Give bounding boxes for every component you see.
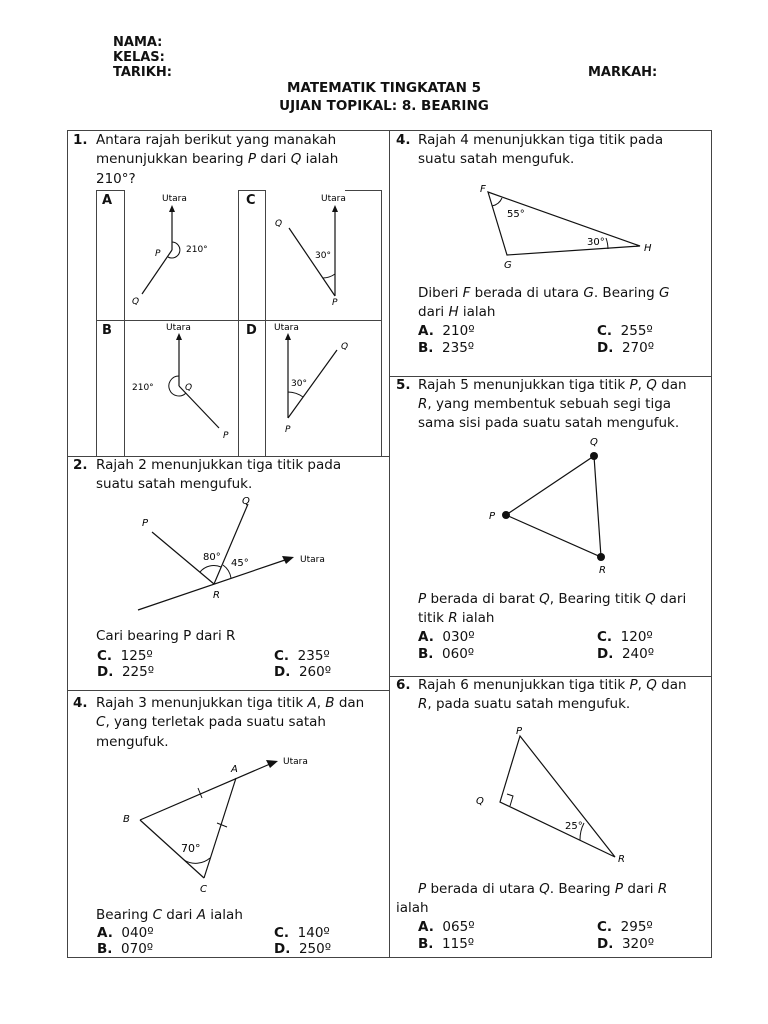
q3-utara-label: Utara [283, 757, 308, 767]
q1-text-line2: menunjukkan bearing P dari Q ialah [96, 151, 339, 167]
q4-question-line2: dari H ialah [418, 304, 496, 320]
grid-left-row2 [67, 690, 389, 691]
q1-grid-c-left [238, 190, 239, 456]
q5-text-line2: R, yang membentuk sebuah segi tiga [418, 396, 672, 412]
q4-number: 4. [396, 132, 411, 148]
q5-question-line2: titik R ialah [418, 610, 495, 626]
q2-point-r: R [213, 590, 220, 601]
q1b-point-q: Q [185, 383, 193, 393]
q6-option-b[interactable]: B. 115º [418, 936, 475, 952]
q1-option-a-label: A [102, 193, 113, 208]
q1a-point-q: Q [132, 297, 140, 307]
q3-option-a[interactable]: A. 040º [97, 925, 154, 941]
q1-figure-a [124, 190, 238, 320]
q5-option-c[interactable]: C. 120º [597, 629, 653, 645]
q6-question-line1: P berada di utara Q. Bearing P dari R [418, 881, 668, 897]
q5-option-a[interactable]: A. 030º [418, 629, 475, 645]
q4-text-line1: Rajah 4 menunjukkan tiga titik pada [418, 132, 664, 148]
q5-point-r: R [599, 565, 606, 576]
q2-text-line2: suatu satah mengufuk. [96, 476, 253, 492]
q5-text-line1: Rajah 5 menunjukkan tiga titik P, Q dan [418, 377, 687, 393]
q6-angle-25: 25° [565, 821, 583, 832]
q1-figure-c [265, 190, 381, 320]
q5-number: 5. [396, 377, 411, 393]
tarikh-label: TARIKH: [113, 65, 172, 80]
q5-text-line3: sama sisi pada suatu satah mengufuk. [418, 415, 680, 431]
q1-option-d-label: D [246, 323, 257, 338]
q1-grid-c-top [238, 190, 265, 191]
q2-point-q: Q [242, 496, 250, 507]
q3-point-a: A [231, 764, 238, 775]
q2-question: Cari bearing P dari R [96, 628, 236, 644]
q1-grid-outer-left [96, 190, 97, 456]
q3-text-line3: mengufuk. [96, 734, 169, 750]
q3-option-d[interactable]: D. 250º [274, 941, 332, 957]
q5-option-b[interactable]: B. 060º [418, 646, 475, 662]
page-subtitle: UJIAN TOPIKAL: 8. BEARING [279, 98, 489, 114]
q2-option-1[interactable]: C. 125º [97, 648, 153, 664]
grid-middle [389, 130, 390, 957]
grid-right [711, 130, 712, 957]
q6-point-q: Q [476, 796, 484, 807]
q1c-point-q: Q [275, 219, 283, 229]
q5-option-d[interactable]: D. 240º [597, 646, 655, 662]
q1b-point-p: P [223, 431, 229, 441]
q1-text-line3: 210°? [96, 171, 136, 187]
q2-text-line1: Rajah 2 menunjukkan tiga titik pada [96, 457, 342, 473]
q2-option-4[interactable]: D. 260º [274, 664, 332, 680]
q3-figure [118, 752, 328, 900]
q3-text-line2: C, yang terletak pada suatu satah [96, 714, 326, 730]
q1d-point-q: Q [341, 342, 349, 352]
q2-angle-80: 80° [203, 552, 221, 563]
q6-text-line2: R, pada suatu satah mengufuk. [418, 696, 631, 712]
q2-angle-45: 45° [231, 558, 249, 569]
q5-point-q: Q [590, 437, 598, 448]
q6-option-c[interactable]: C. 295º [597, 919, 653, 935]
q1a-point-p: P [155, 249, 161, 259]
q1-option-b-label: B [102, 323, 112, 338]
q1-text-line1: Antara rajah berikut yang manakah [96, 132, 337, 148]
q6-point-p: P [516, 726, 523, 737]
q3-point-c: C [200, 884, 207, 895]
q4-point-g: G [504, 260, 512, 271]
q4-text-line2: suatu satah mengufuk. [418, 151, 575, 167]
q2-figure [130, 494, 330, 620]
q3-option-b[interactable]: B. 070º [97, 941, 154, 957]
q1a-utara-label: Utara [162, 194, 187, 204]
q6-option-d[interactable]: D. 320º [597, 936, 655, 952]
q1-figure-d [265, 320, 381, 456]
q3-question: Bearing C dari A ialah [96, 907, 243, 923]
q1b-angle-label: 210° [132, 383, 154, 393]
kelas-label: KELAS: [113, 50, 165, 65]
page-title: MATEMATIK TINGKATAN 5 [287, 80, 481, 96]
q1-grid-a-top [96, 190, 124, 191]
q1b-utara-label: Utara [166, 323, 191, 333]
q6-point-r: R [618, 854, 625, 865]
q6-question-line2: ialah [396, 900, 429, 916]
q1c-point-p: P [332, 298, 338, 308]
q2-utara-label: Utara [300, 555, 325, 565]
nama-label: NAMA: [113, 35, 163, 50]
q6-option-a[interactable]: A. 065º [418, 919, 475, 935]
q3-option-c[interactable]: C. 140º [274, 925, 330, 941]
q4-option-d[interactable]: D. 270º [597, 340, 655, 356]
q3-number: 4. [73, 695, 88, 711]
q1-grid-outer-right [381, 190, 382, 456]
q4-option-c[interactable]: C. 255º [597, 323, 653, 339]
q6-number: 6. [396, 677, 411, 693]
grid-left [67, 130, 68, 957]
q6-text-line1: Rajah 6 menunjukkan tiga titik P, Q dan [418, 677, 687, 693]
q4-figure [474, 180, 674, 275]
q2-option-3[interactable]: D. 225º [97, 664, 155, 680]
q3-point-b: B [123, 814, 130, 825]
q1-option-c-label: C [246, 193, 256, 208]
q4-point-h: H [644, 243, 652, 254]
q5-point-p: P [489, 511, 496, 522]
q1-figure-b [124, 320, 238, 456]
q2-point-p: P [142, 518, 149, 529]
q5-question-line1: P berada di barat Q, Bearing titik Q dari [418, 591, 687, 607]
q4-option-b[interactable]: B. 235º [418, 340, 475, 356]
q3-text-line1: Rajah 3 menunjukkan tiga titik A, B dan [96, 695, 365, 711]
q4-question-line1: Diberi F berada di utara G. Bearing G [418, 285, 670, 301]
q1d-point-p: P [285, 425, 291, 435]
q5-figure [484, 432, 624, 582]
q4-option-a[interactable]: A. 210º [418, 323, 475, 339]
q1c-utara-label: Utara [321, 194, 346, 204]
q1c-angle-label: 30° [315, 251, 331, 261]
q1-number: 1. [73, 132, 88, 148]
q4-angle-30: 30° [587, 237, 605, 248]
q1a-angle-label: 210° [186, 245, 208, 255]
q2-option-2[interactable]: C. 235º [274, 648, 330, 664]
q4-angle-55: 55° [507, 209, 525, 220]
q1d-angle-label: 30° [291, 379, 307, 389]
q4-point-f: F [480, 184, 486, 195]
markah-label: MARKAH: [588, 65, 658, 80]
q1d-utara-label: Utara [274, 323, 299, 333]
q6-figure [470, 720, 640, 870]
q2-number: 2. [73, 457, 88, 473]
grid-bottom [67, 957, 712, 958]
q3-angle-70: 70° [181, 842, 201, 855]
